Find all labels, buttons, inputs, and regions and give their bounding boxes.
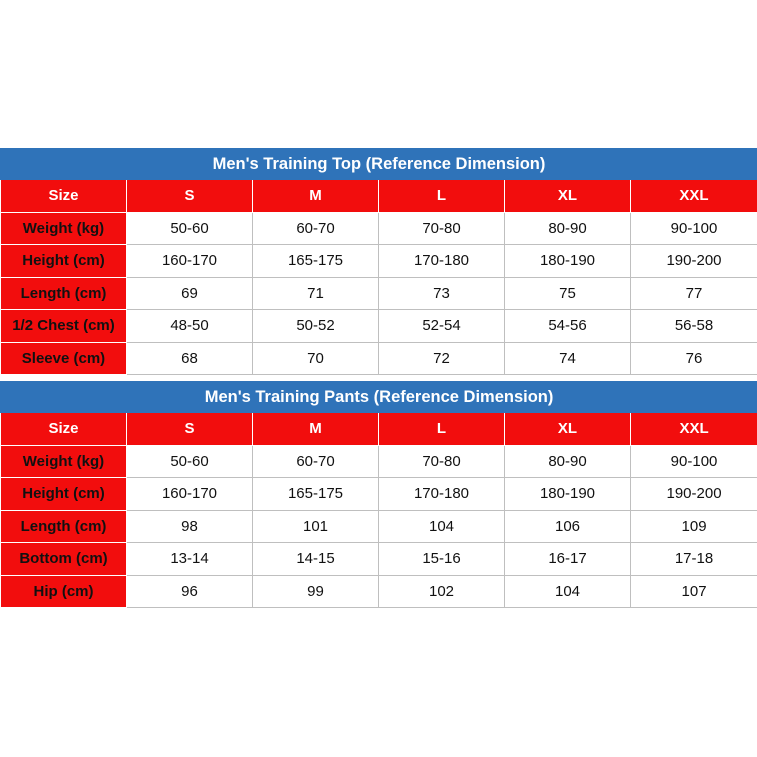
table-cell: 104 [379, 510, 505, 543]
table-cell: 106 [505, 510, 631, 543]
table-cell: 165-175 [253, 245, 379, 278]
table-cell: 76 [631, 342, 757, 375]
table-cell: 96 [127, 575, 253, 608]
table-cell: 107 [631, 575, 757, 608]
table-cell: 50-60 [127, 445, 253, 478]
table-cell: 15-16 [379, 543, 505, 576]
row-label: Bottom (cm) [1, 543, 127, 576]
table-row [1, 212, 757, 245]
table-cell: 165-175 [253, 478, 379, 511]
table-cell: 14-15 [253, 543, 379, 576]
size-header-xxl: XXL [631, 180, 757, 213]
size-header-label: Size [1, 413, 127, 446]
table-cell: 13-14 [127, 543, 253, 576]
table-cell: 180-190 [505, 245, 631, 278]
table-cell: 80-90 [505, 212, 631, 245]
table-row [1, 478, 757, 511]
table-cell: 98 [127, 510, 253, 543]
table-cell: 17-18 [631, 543, 757, 576]
table-row [1, 277, 757, 310]
size-header-row [1, 180, 757, 213]
table-cell: 68 [127, 342, 253, 375]
row-label: 1/2 Chest (cm) [1, 310, 127, 343]
size-header-xl: XL [505, 180, 631, 213]
table-cell: 54-56 [505, 310, 631, 343]
size-header-xl: XL [505, 413, 631, 446]
table-cell: 75 [505, 277, 631, 310]
table-cell: 60-70 [253, 445, 379, 478]
table-row [1, 445, 757, 478]
table-cell: 48-50 [127, 310, 253, 343]
size-header-l: L [379, 180, 505, 213]
size-header-s: S [127, 413, 253, 446]
table-row [1, 543, 757, 576]
table-row [1, 575, 757, 608]
table-title-row [1, 149, 757, 180]
table-cell: 190-200 [631, 245, 757, 278]
table-cell: 70-80 [379, 445, 505, 478]
row-label: Length (cm) [1, 277, 127, 310]
table-row [1, 310, 757, 343]
table-cell: 101 [253, 510, 379, 543]
row-label: Length (cm) [1, 510, 127, 543]
table-cell: 190-200 [631, 478, 757, 511]
row-label: Height (cm) [1, 478, 127, 511]
table-cell: 160-170 [127, 245, 253, 278]
table-cell: 72 [379, 342, 505, 375]
table-cell: 52-54 [379, 310, 505, 343]
table-cell: 160-170 [127, 478, 253, 511]
size-header-xxl: XXL [631, 413, 757, 446]
table-cell: 170-180 [379, 245, 505, 278]
table-cell: 16-17 [505, 543, 631, 576]
table-cell: 77 [631, 277, 757, 310]
table-title: Men's Training Pants (Reference Dimension) [1, 382, 757, 413]
table-title: Men's Training Top (Reference Dimension) [1, 149, 757, 180]
table-cell: 74 [505, 342, 631, 375]
size-header-label: Size [1, 180, 127, 213]
table-cell: 170-180 [379, 478, 505, 511]
table-cell: 50-52 [253, 310, 379, 343]
table-title-row [1, 382, 757, 413]
size-header-m: M [253, 180, 379, 213]
table-cell: 71 [253, 277, 379, 310]
table-row [1, 342, 757, 375]
size-header-row [1, 413, 757, 446]
table-cell: 180-190 [505, 478, 631, 511]
table-cell: 73 [379, 277, 505, 310]
table-cell: 70-80 [379, 212, 505, 245]
row-label: Weight (kg) [1, 212, 127, 245]
table-cell: 70 [253, 342, 379, 375]
table-cell: 90-100 [631, 212, 757, 245]
table-cell: 50-60 [127, 212, 253, 245]
table-cell: 60-70 [253, 212, 379, 245]
table-row [1, 510, 757, 543]
row-label: Height (cm) [1, 245, 127, 278]
table-cell: 69 [127, 277, 253, 310]
table-cell: 56-58 [631, 310, 757, 343]
table-cell: 109 [631, 510, 757, 543]
table-cell: 102 [379, 575, 505, 608]
row-label: Weight (kg) [1, 445, 127, 478]
size-header-m: M [253, 413, 379, 446]
table-cell: 104 [505, 575, 631, 608]
table-cell: 90-100 [631, 445, 757, 478]
training-pants-size-table [0, 381, 757, 608]
size-header-s: S [127, 180, 253, 213]
table-row [1, 245, 757, 278]
training-top-size-table [0, 148, 757, 375]
row-label: Sleeve (cm) [1, 342, 127, 375]
table-cell: 99 [253, 575, 379, 608]
row-label: Hip (cm) [1, 575, 127, 608]
table-cell: 80-90 [505, 445, 631, 478]
size-header-l: L [379, 413, 505, 446]
